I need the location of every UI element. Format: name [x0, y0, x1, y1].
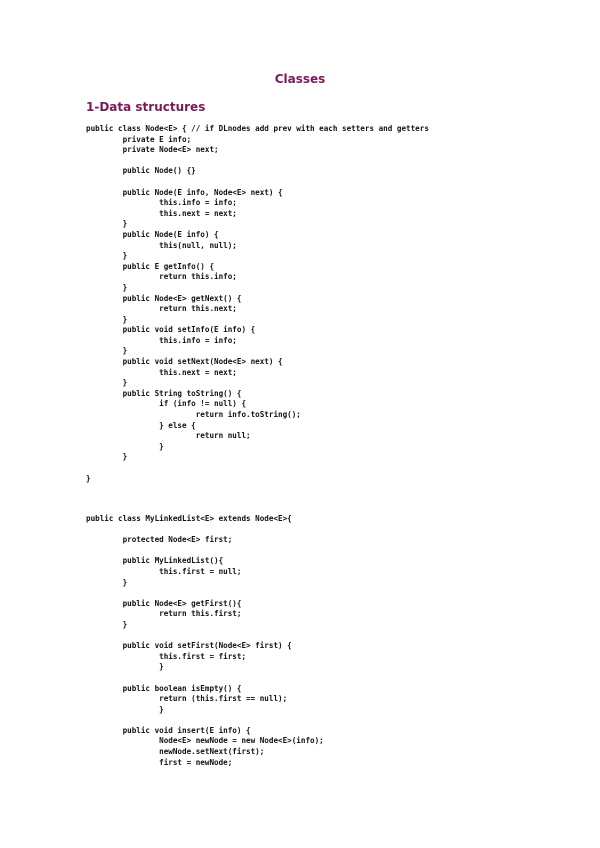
code-line: private E info;: [86, 134, 192, 144]
code-line: this.info = info;: [86, 335, 237, 345]
code-line: this.info = info;: [86, 198, 237, 208]
code-line: if (info != null) {: [86, 399, 247, 409]
code-line: [86, 525, 324, 536]
code-line: this(null, null);: [86, 240, 237, 250]
code-block-node-class: [86, 124, 429, 484]
code-line: return this.info;: [86, 272, 237, 282]
code-line: public Node(E info) {: [86, 229, 219, 239]
code-line: }: [86, 662, 164, 672]
code-line: }: [86, 452, 128, 462]
code-line: [86, 715, 324, 726]
code-line: return this.first;: [86, 609, 242, 619]
code-line: public class MyLinkedList<E> extends Node<E>{: [86, 514, 292, 523]
code-line: public E getInfo() {: [86, 261, 215, 271]
code-line: }: [86, 473, 91, 483]
code-line: }: [86, 704, 164, 714]
code-line: this.next = next;: [86, 208, 237, 218]
code-line: [86, 631, 324, 642]
document-title: Classes: [274, 72, 326, 86]
code-line: public void insert(E info) {: [86, 725, 251, 735]
code-line: [86, 588, 324, 599]
code-line: [86, 463, 429, 474]
code-line: }: [86, 251, 128, 261]
code-line: public void setFirst(Node<E> first) {: [86, 641, 292, 651]
code-line: public Node<E> getNext() {: [86, 293, 242, 303]
code-line: public void setInfo(E info) {: [86, 325, 256, 335]
code-line: protected Node<E> first;: [86, 535, 233, 545]
code-line: }: [86, 346, 128, 356]
code-line: this.next = next;: [86, 367, 237, 377]
code-line: }: [86, 282, 128, 292]
code-line: }: [86, 378, 128, 388]
code-line: public boolean isEmpty() {: [86, 683, 242, 693]
code-line: }: [86, 219, 128, 229]
code-line: public MyLinkedList(){: [86, 556, 224, 566]
code-block-mylinkedlist-class: [86, 514, 324, 768]
code-line: return null;: [86, 431, 251, 441]
code-line: }: [86, 577, 128, 587]
code-line: public Node<E> getFirst(){: [86, 598, 242, 608]
code-line: first = newNode;: [86, 757, 233, 767]
code-line: this.first = first;: [86, 651, 247, 661]
code-line: }: [86, 441, 164, 451]
code-line: [86, 673, 324, 684]
code-line: public class Node<E> { // if DLnodes add prev with each setters and getters: [86, 124, 429, 133]
code-line: return info.toString();: [86, 410, 301, 420]
code-line: [86, 156, 429, 167]
code-line: [86, 546, 324, 557]
section-heading: 1-Data structures: [86, 100, 206, 114]
code-line: [86, 177, 429, 188]
code-line: public void setNext(Node<E> next) {: [86, 357, 283, 367]
code-line: }: [86, 619, 128, 629]
code-line: Node<E> newNode = new Node<E>(info);: [86, 736, 324, 746]
code-line: return (this.first == null);: [86, 694, 288, 704]
code-line: newNode.setNext(first);: [86, 747, 265, 757]
code-line: public Node() {}: [86, 166, 196, 176]
code-line: private Node<E> next;: [86, 145, 219, 155]
code-line: public String toString() {: [86, 388, 242, 398]
code-line: }: [86, 314, 128, 324]
code-line: this.first = null;: [86, 566, 242, 576]
code-line: return this.next;: [86, 304, 237, 314]
code-line: } else {: [86, 420, 196, 430]
code-line: public Node(E info, Node<E> next) {: [86, 187, 283, 197]
